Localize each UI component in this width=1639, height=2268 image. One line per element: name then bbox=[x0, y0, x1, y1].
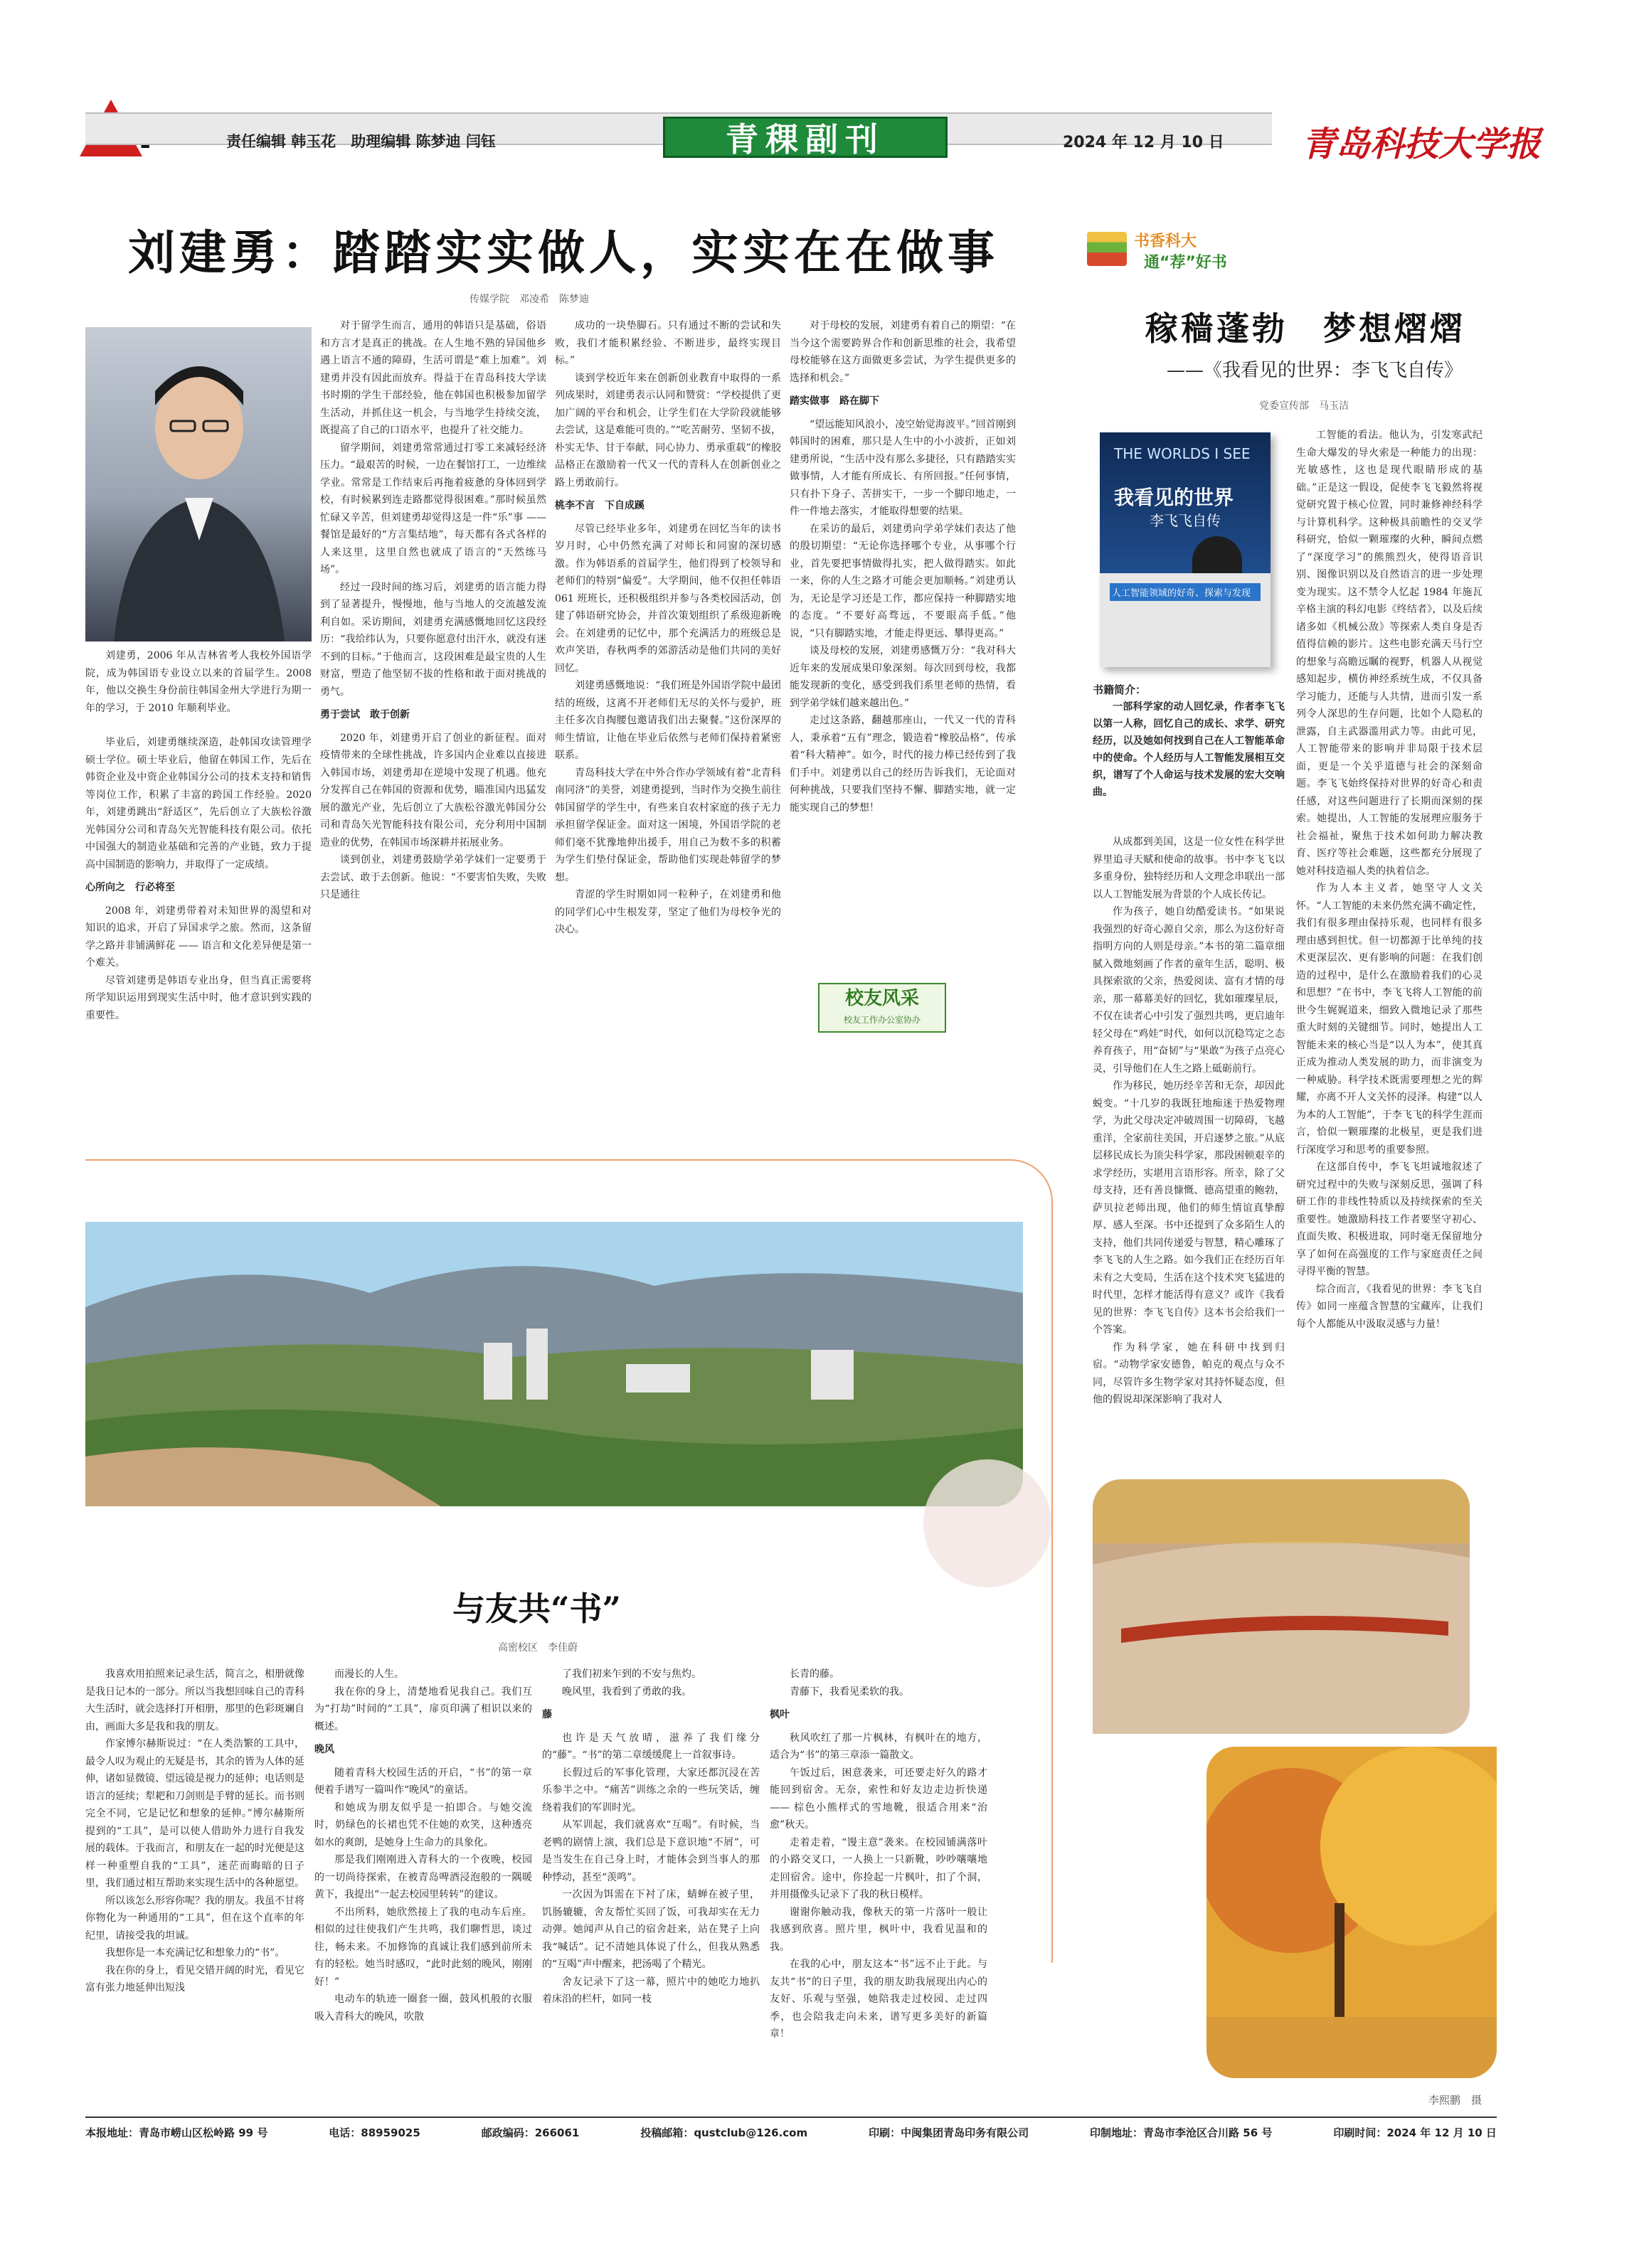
subheading: 心所向之 行必将至 bbox=[85, 882, 175, 893]
paragraph: 谢谢你触动我，像秋天的第一片落叶一般让我感到欣喜。照片里，枫叶中，我看见温和的我。 bbox=[770, 1906, 987, 1953]
paragraph: 综合而言，《我看见的世界：李飞飞自传》如同一座蕴含智慧的宝藏库，让我们每个人都能从中汲取灵感与力量！ bbox=[1296, 1283, 1482, 1330]
article1-column-1 bbox=[85, 734, 312, 1024]
paragraph: 走过这条路，翻越那座山，一代又一代的青科人，秉承着“五有”理念，锻造着“橡胶品格”，传承着“科大精神”。如今，时代的接力棒已经传到了我们手中。刘建勇以自己的经历告诉我们，无论面对何种挑战，只要我们坚持不懈、脚踏实地，就一定能实现自己的梦想！ bbox=[790, 715, 1016, 814]
paragraph: 所以该怎么形容你呢？我的朋友。我虽不甘将你物化为一种通用的“工具”，但在这个直率的年纪里，请接受我的坦诚。 bbox=[85, 1895, 304, 1942]
paragraph: 那是我们刚刚进入青科大的一个夜晚，校园的一切尚待探索，在被青岛啤酒浸泡般的一隅暖黄下，我提出“一起去校园里转转”的建议。 bbox=[314, 1854, 532, 1900]
paragraph: 我在你的身上，看见交错开阔的时光，看见它富有张力地延伸出短浅 bbox=[85, 1964, 304, 1993]
footer-postcode: 邮政编码：266061 bbox=[481, 2126, 580, 2139]
book-column-1 bbox=[1093, 834, 1285, 1409]
paragraph: 随着青科大校园生活的开启，“书”的第一章便着手谱写一篇叫作“晚风”的童话。 bbox=[314, 1767, 532, 1796]
photo-leaves-scene bbox=[1093, 1479, 1470, 1734]
paragraph: 在我的心中，朋友这本“书”远不止于此。与友共“书”的日子里，我的朋友助我展现出内心的友好、乐观与坚强，她陪我走过校园、走过四季，也会陪我走向未来，谱写更多美好的新篇章！ bbox=[770, 1959, 987, 2040]
paragraph: 长青的藤。 bbox=[790, 1668, 839, 1680]
portrait-photo bbox=[85, 327, 312, 641]
book-cover-tagline: 人工智能领域的好奇、探索与发现 bbox=[1110, 583, 1261, 601]
paragraph: 和她成为朋友似乎是一拍即合。与她交流时，奶绿色的长裙也凭不住她的欢笑，这种透亮如水的爽朗，是她身上生命力的具象化。 bbox=[314, 1801, 532, 1848]
paragraph: 我喜欢用拍照来记录生活，简言之，相册就像是我日记本的一部分。所以当我想回味自己的青科大生活时，就会选择打开相册，那里的色彩斑斓自由，画面大多是我和我的朋友。 bbox=[85, 1668, 304, 1732]
paragraph: 电动车的轨迹一圈套一圈，鼓风机般的衣服吸入青科大的晚风，吹散 bbox=[314, 1993, 532, 2023]
paragraph: 对于母校的发展，刘建勇有着自己的期望：“在当今这个需要跨界合作和创新思维的社会，我希望母校能够在这方面做更多尝试，为学生提供更多的选择和机会。” bbox=[790, 320, 1016, 384]
article2-column-1 bbox=[85, 1666, 304, 1997]
section-title: 青稞副刊 bbox=[663, 117, 948, 158]
article2-byline: 高密校区 李佳蔚 bbox=[498, 1642, 578, 1654]
book-review-byline: 党委宣传部 马玉洁 bbox=[1259, 400, 1349, 412]
book-column-2 bbox=[1296, 427, 1482, 1333]
paragraph: 尽管已经毕业多年，刘建勇在回忆当年的读书岁月时，心中仍然充满了对师长和同窗的深切感激。作为韩语系的首届学生，他们得到了校领导和老师们的特别“偏爱”。大学期间，他不仅担任韩语 061 班班长，还积极组织并参与各类校园活动，创建了韩语研究协会，并首次策划组织了系级迎新晚会。在刘建勇的记忆中，那个充满活力的班级总是欢声笑语，春秋两季的郊游活动是他们共同的美好回忆。 bbox=[555, 523, 781, 674]
alumni-stamp-title: 校友风采 bbox=[844, 988, 919, 1009]
book-badge-bottom: 通“荐”好书 bbox=[1144, 254, 1227, 272]
book-intro-text: 一部科学家的动人回忆录，作者李飞飞以第一人称，回忆自己的成长、求学、研究经历，以及她如何找到自己在人工智能革命中的使命。个人经历与人工智能发展相互交织，谱写了个人命运与技术发展的宏大交响曲。 bbox=[1093, 701, 1285, 798]
paragraph: 2020 年，刘建勇开启了创业的新征程。面对疫情带来的全球性挑战，许多国内企业难以直接进入韩国市场，刘建勇却在逆境中发现了机遇。他充分发挥自己在韩国的资源和优势，瞄准国内迅猛发展的激光产业，先后创立了大族松谷激光韩国分公司和青岛矢光智能科技有限公司，充分利用中国制造业的优势，在韩国市场深耕并拓展业务。 bbox=[320, 732, 546, 848]
footer-print-address: 印制地址：青岛市李沧区合川路 56 号 bbox=[1090, 2126, 1273, 2139]
paragraph: 尽管刘建勇是韩语专业出身，但当真正需要将所学知识运用到现实生活中时，他才意识到实践的重要性。 bbox=[85, 974, 312, 1021]
footer-rule bbox=[85, 2117, 1497, 2118]
portrait-figure bbox=[85, 327, 312, 641]
book-badge bbox=[1087, 229, 1251, 273]
alumni-stamp-subtitle: 校友工作办公室协办 bbox=[843, 1015, 921, 1025]
editors: 责任编辑 韩玉花 助理编辑 陈梦迪 闫钰 bbox=[226, 133, 496, 150]
book-intro bbox=[1093, 681, 1285, 801]
article2-column-2 bbox=[314, 1666, 532, 2025]
paragraph: 作家博尔赫斯说过：“在人类浩繁的工具中，最令人叹为观止的无疑是书，其余的皆为人体的延伸，诸如显微镜、望远镜是视力的延伸；电话则是语言的延续；犁耙和刀剑则是手臂的延长。而书则完全不同，它是记忆和想象的延伸。”博尔赫斯所提到的“工具”，是可以使人借助外力进行自我发展的载体。于我而言，和朋友在一起的时光便是这样一种重塑自我的“工具”，迷茫而晦暗的日子里，我们通过相互帮助来实现生活中的各种愿望。 bbox=[85, 1738, 304, 1889]
subheading: 踏实做事 路在脚下 bbox=[790, 395, 879, 407]
paragraph: 谈到学校近年来在创新创业教育中取得的一系列成果时，刘建勇表示认同和赞赏：“学校提供了更加广阔的平台和机会，让学生们在大学阶段就能够去尝试，这是难能可贵的。”“吃苦耐劳、坚韧不拔，朴实无华、甘于奉献，同心协力、勇承重载”的橡胶品格正在激励着一代又一代的青科人在创新创业之路上勇敢前行。 bbox=[555, 372, 781, 489]
portrait-caption: 刘建勇，2006 年从吉林省考人我校外国语学院，成为韩国语专业设立以来的首届学生。2008 年，他以交换生身份前往韩国金州大学进行为期一年的学习，于 2010 年顺利毕业。 bbox=[85, 650, 312, 714]
photo-credit: 李熙鹏 摄 bbox=[1428, 2094, 1482, 2107]
book-cover bbox=[1100, 432, 1271, 667]
paragraph: 作为孩子，她自幼酷爱读书。“如果说我强烈的好奇心源自父亲，那么为这份好奇指明方向的人则是母亲。”本书的第二篇章细腻入微地刻画了作者的童年生活，聪明、极具探索欲的父亲，热爱阅读、富有才情的母亲，那一幕幕美好的回忆，犹如璀璨星辰，不仅在读者心中引发了强烈共鸣，更启迪年轻父母在“鸡娃”时代，如何以沉稳笃定之态养育孩子，用“奋韧”与“果敢”为孩子点亮心灵，引导他们在人生之路上砥砺前行。 bbox=[1093, 906, 1285, 1075]
paragraph: 作为人本主义者，她坚守人文关怀。“人工智能的未来仍然充满不确定性，我们有很多理由保持乐观，也同样有很多理由感到担忧。但一切都源于比单纯的技术更深层次、更有影响的问题：在我们创造的过程中，是什么在激励着我们的心灵和思想？”在书中，李飞飞将人工智能的前世今生娓娓道来，细致入微地记录了那些重大时刻的关键细节。同时，她提出人工智能未来的核心当是“以人为本”，使其真正成为推动人类发展的助力，而非演变为一种威胁。科学技术既需要理想之光的辉耀，亦离不开人文关怀的浸泽。构建“以人为本的人工智能”，于李飞飞的科学生涯而言，恰似一颗璀璨的北极星，更是我们进行深度学习和思考的重要参照。 bbox=[1296, 883, 1482, 1156]
subheading: 勇于尝试 敢于创新 bbox=[320, 709, 410, 720]
issue-date: 2024 年 12 月 10 日 bbox=[1063, 134, 1224, 151]
paragraph: 走着走着，“馒主意”袭来。在校园铺满落叶的小路交叉口，一人换上一只新靴，吵吵嚷嚷地走回宿舍。途中，你捡起一片枫叶，扣了个洞，并用摄像头记录下了我的秋日模样。 bbox=[770, 1836, 987, 1900]
paragraph: 经过一段时间的练习后，刘建勇的语言能力得到了显著提升，慢慢地，他与当地人的交流越发流利自如。采访期间，刘建勇充满感慨地回忆这段经历：“我给纬认为，只要你愿意付出汗水，就没有迷不到的目标。”于他而言，这段困难是最宝贵的人生财富，塑造了他坚韧不拔的性格和敢于面对挑战的勇气。 bbox=[320, 581, 546, 698]
footer-printer: 印刷：中闽集团青岛印务有限公司 bbox=[869, 2126, 1029, 2139]
paragraph: 长假过后的军事化管理，大家还都沉浸在苦乐参半之中。“痛苦”训练之余的一些玩笑话，缠绕着我们的军训时光。 bbox=[542, 1767, 760, 1814]
paragraph: 了我们初来乍到的不安与焦灼。 bbox=[562, 1668, 701, 1680]
article1-column-3 bbox=[555, 317, 781, 939]
paragraph: 午饭过后，困意袭来，可还要走好久的路才能回到宿舍。无奈，索性和好友边走边折快递 —— 棕色小熊样式的雪地靴，很适合用来“治愈”秋天。 bbox=[770, 1767, 987, 1831]
paragraph: 青涩的学生时期如同一粒种子，在刘建勇和他的同学们心中生根发芽，坚定了他们为母校争光的决心。 bbox=[555, 889, 781, 935]
paragraph: 从军训起，我们就喜欢“互喝”。有时候，当老鸭的剧情上演，我们总是下意识地“不屑”，可是当发生在自己身上时，才能体会到当事人的那种悸动，甚至“羡鸣”。 bbox=[542, 1819, 760, 1883]
footer-email[interactable]: 投稿邮箱：qustclub@126.com bbox=[640, 2126, 808, 2139]
alumni-stamp bbox=[818, 983, 946, 1033]
footer-phone: 电话：88959025 bbox=[329, 2126, 420, 2139]
footer bbox=[85, 2125, 1497, 2140]
article2-column-4 bbox=[770, 1666, 987, 2043]
book-badge-icon bbox=[1087, 232, 1127, 266]
subheading: 枫叶 bbox=[770, 1709, 790, 1720]
footer-address: 本报地址：青岛市崂山区松岭路 99 号 bbox=[85, 2126, 268, 2139]
paragraph: 也许是天气放晴，滋养了我们缘分的“藤”。“书”的第二章缓缓爬上一首叙事诗。 bbox=[542, 1732, 760, 1761]
divider-line bbox=[85, 1159, 1003, 1161]
book-review-title: 稼穑蓬勃 梦想熠熠 bbox=[1145, 309, 1465, 348]
photo-autumn-trees bbox=[1206, 1747, 1497, 2078]
paragraph: 对于留学生而言，通用的韩语只是基础，俗语和方言才是真正的挑战。在人生地不熟的异国他乡遇上语言不通的障碍，生活可谓是“难上加难”。刘建勇并没有因此而放弃。得益于在青岛科技大学读书时期的学生干部经验，他在韩国也积极参加留学生活动，并抓住这一机会，与当地学生持续交流，既提高了自己的口语水平，也提升了社交能力。 bbox=[320, 320, 546, 436]
paragraph: 成功的一块垫脚石。只有通过不断的尝试和失败，我们才能积累经验、不断进步，最终实现目标。” bbox=[555, 320, 781, 366]
article-title: 刘建勇：踏踏实实做人，实实在在做事 bbox=[128, 225, 999, 280]
paragraph: 一次因为饵需在下衬了床，蜻蝉在被子里，饥肠辘辘，舍友帮忙买回了饭，可我却实在无力动弹。她闻声从自己的宿舍赶来，站在凳子上向我“喊话”。记不清她具体说了什么，但我从熟悉的“互喝”声中醒来，把汤喝了个精光。 bbox=[542, 1889, 760, 1970]
article1-column-2 bbox=[320, 317, 546, 904]
paragraph: 毕业后，刘建勇继续深造，赴韩国攻读管理学硕士学位。硕士毕业后，他留在韩国工作，先后在韩资企业及中资企业韩国分公司的技术支持和销售等岗位工作，积累了丰富的跨国工作经验。2020 年，刘建勇跳出“舒适区”，先后创立了大族松谷激光韩国分公司和青岛矢光智能科技有限公司。依托中国强大的制造业基础和完善的产业链，致力于提高中国制造的影响力，并取得了一定成绩。 bbox=[85, 737, 312, 871]
paragraph: 青岛科技大学在中外合作办学领域有着“北青科南同济”的美誉，刘建勇提到，当时作为交换生前往韩国留学的学生中，有些来自农村家庭的孩子无力承担留学保证金。面对这一困境，外国语学院的老师们毫不犹豫地伸出援手，用自己为数不多的积蓄为学生们垫付保证金，帮助他们实现赴韩留学的梦想。 bbox=[555, 767, 781, 883]
article2-title: 与友共“书” bbox=[452, 1590, 621, 1628]
book-review-subtitle: ——《我看见的世界：李飞飞自传》 bbox=[1167, 360, 1463, 381]
paragraph: 不出所料，她欣然接上了我的电动车后座。相似的过往使我们产生共鸣，我们聊哲思，谈过往，畅未来。不加修饰的真诚让我们感到前所未有的轻松。她当时感叹，“此时此刻的晚风，刚刚好！” bbox=[314, 1906, 532, 1988]
paragraph: 2008 年，刘建勇带着对未知世界的渴望和对知识的追求，开启了异国求学之旅。然而，这条留学之路并非铺满鲜花 —— 语言和文化差异便是第一个难关。 bbox=[85, 905, 312, 969]
subheading: 藤 bbox=[542, 1709, 552, 1720]
book-cover-author-photo bbox=[1192, 536, 1242, 573]
photo-autumn-scene bbox=[1206, 1747, 1497, 2078]
paragraph: 作为移民，她历经辛苦和无奈，却因此蜕变。“十几岁的我既狂地痴迷于热爱物理学，为此父母决定冲破周围一切障碍，飞越重洋，全家前往美国，开启逐梦之旅。”从底层移民成长为顶尖科学家，那段困顿艰辛的求学经历，实堪用言语形容。所幸，除了父母支持，还有善良慷慨、德高望重的鲍勃，萨贝拉老师出现，他们的师生情谊真挚醇厚、感人至深。书中还提到了众多陌生人的支持，他们共同传递爱与智慧，精心雕琢了李飞飞的人生之路。如今我们正在经历百年未有之大变局，生活在这个技术突飞猛进的时代里，怎样才能活得有意义？或许《我看见的世界：李飞飞自传》这本书会给我们一个答案。 bbox=[1093, 1080, 1285, 1336]
subheading: 桃李不言 下自成蹊 bbox=[555, 500, 645, 511]
paragraph: 我想你是一本充满记忆和想象力的“书”。 bbox=[105, 1947, 285, 1959]
footer-print-date: 印刷时间：2024 年 12 月 10 日 bbox=[1333, 2126, 1497, 2139]
book-cover-en: THE WORLDS I SEE bbox=[1114, 445, 1251, 462]
paragraph: 刘建勇感慨地说：“我们班是外国语学院中最团结的班级，这离不开老师们无尽的关怀与爱护，班主任多次自掏腰包邀请我们出去聚餐。”这份深厚的师生情谊，让他在毕业后依然与老师们保持着紧密联系。 bbox=[555, 680, 781, 761]
byline: 传媒学院 邓凌希 陈梦迪 bbox=[470, 294, 589, 305]
campus-scene bbox=[85, 1222, 1023, 1506]
paragraph: 在采访的最后，刘建勇向学弟学妹们表达了他的殷切期望：“无论你选择哪个专业，从事哪个行业，首先要把事情做得扎实，把人做得踏实。如此一来，你的人生之路才可能会更加顺畅。”刘建勇认为，无论是学习还是工作，都应保持一种脚踏实地的态度。“不要好高骛远，不要眼高手低。”他说，“只有脚踏实地，才能走得更远、攀得更高。” bbox=[790, 523, 1016, 639]
article1-column-4 bbox=[790, 317, 1016, 816]
paragraph: 谈到创业，刘建勇鼓励学弟学妹们一定要勇于去尝试、敢于去创新。他说：“不要害怕失败，失败只是通往 bbox=[320, 854, 546, 900]
article2-column-3 bbox=[542, 1666, 760, 2008]
photo-leaves-on-rock bbox=[1093, 1479, 1470, 1734]
paragraph: “望远能知风浪小，凌空始觉海波平。”回首刚到韩国时的困难，那只是人生中的小小波折，正如刘建勇所说，“生活中没有那么多捷径，只有踏踏实实做事情，人才能有所成长、有所回报。”任何事情，只有扑下身子、苦拼实干，一步一个脚印地走，一件一件地去落实，才能取得想要的结果。 bbox=[790, 418, 1016, 517]
campus-panorama-photo bbox=[85, 1222, 1023, 1506]
deco-circle bbox=[923, 1459, 1051, 1587]
masthead: 青岛科技大学报 bbox=[1302, 124, 1542, 164]
paragraph: 从成都到美国，这是一位女性在科学世界里追寻天赋和使命的故事。书中李飞飞以多重身份，独特经历和人文理念串联出一部以人工智能发展为背景的个人成长传记。 bbox=[1093, 836, 1285, 900]
book-cover-title: 我看见的世界 bbox=[1114, 486, 1234, 509]
book-badge-top: 书香科大 bbox=[1134, 233, 1197, 250]
paragraph: 在这部自传中，李飞飞坦诚地叙述了研究过程中的失败与深刻反思，强调了科研工作的非线性特质以及持续探索的至关重要性。她激励科技工作者要坚守初心、直面失败、积极进取，同时毫无保留地分享了如何在高强度的工作与家庭责任之间寻得平衡的智慧。 bbox=[1296, 1161, 1482, 1277]
paragraph: 晚风里，我看到了勇敢的我。 bbox=[562, 1686, 691, 1698]
paragraph: 留学期间，刘建勇常常通过打零工来减轻经济压力。“最艰苦的时候，一边在餐馆打工，一边维续学业。常常是工作结束后再拖着疲惫的身体回到学校，有时候累到连走路都觉得很困难。”那时候虽然忙碌又辛苦，但刘建勇却觉得这是一件“乐”事 —— 餐馆是最好的“方言集结地”，每天都有各式各样的人来这里，这里自然也就成了语言的“天然练马场”。 bbox=[320, 442, 546, 575]
book-cover-sub: 李飞飞自传 bbox=[1150, 512, 1221, 529]
paragraph: 而漫长的人生。 bbox=[334, 1668, 404, 1680]
paragraph: 舍友记录下了这一幕，照片中的她吃力地扒着床沿的栏杆，如同一枝 bbox=[542, 1976, 760, 2005]
paragraph: 谈及母校的发展，刘建勇感慨万分：“我对科大近年来的发展成果印象深刻。每次回到母校，我都能发现新的变化，感受到我们系里老师的热情，看到学弟学妹们越来越出色。” bbox=[790, 645, 1016, 709]
paragraph: 工智能的看法。他认为，引发寒武纪生命大爆发的导火索是一种能力的出现：光敏感性，这也是现代眼睛形成的基础。”正是这一假设，促使李飞飞毅然将视觉研究置于核心位置，同时兼修神经科学与计算机科学。这种极具前瞻性的交叉学科研究，恰似一颗璀璨的火种，瞬间点燃了“深度学习”的熊熊烈火，使得语音识别、图像识别以及自然语言的进一步处理变为现实。这不禁令人忆起 1984 年施瓦辛格主演的科幻电影《终结者》，以及后续诸多如《机械公敌》等探索人类自身是否值得信赖的影片。这些电影充满天马行空的想象与高瞻远瞩的视野，机器人从视觉感知起步，横仿神经系统生成，不仅具备学习能力，还能与人共情，进而引发一系列令人深思的生存问题，比如个人隐私的泄露，自主武器滥用武力等。由此可见，人工智能带来的影响并非局限于技术层面，更是一个关乎道德与社会的深刻命题。李飞飞始终保持对世界的好奇心和责任感，对这些问题进行了长期而深刻的探索。她提出，人工智能的发展理应服务于社会福祉，聚焦于技术如何助力解决教育、医疗等社会难题，这些都充分展现了她对科技造福人类的执着信念。 bbox=[1296, 430, 1482, 877]
paragraph: 青藤下，我看见柔软的我。 bbox=[790, 1686, 909, 1698]
book-intro-label: 书籍简介： bbox=[1093, 683, 1147, 696]
paragraph: 我在你的身上，清楚地看见我自己。我们互为“打劫”时间的“工具”，扉页印满了相识以来的概述。 bbox=[314, 1686, 532, 1732]
paragraph: 作为科学家，她在科研中找到归宿。“动物学家安德鲁，帕克的观点与众不同，尽管许多生物学家对其持怀疑态度，但他的假说却深深影响了我对人 bbox=[1093, 1341, 1285, 1405]
paragraph: 秋风吹红了那一片枫林，有枫叶在的地方，适合为“书”的第三章添一篇散文。 bbox=[770, 1732, 987, 1761]
subheading: 晚风 bbox=[314, 1744, 334, 1755]
